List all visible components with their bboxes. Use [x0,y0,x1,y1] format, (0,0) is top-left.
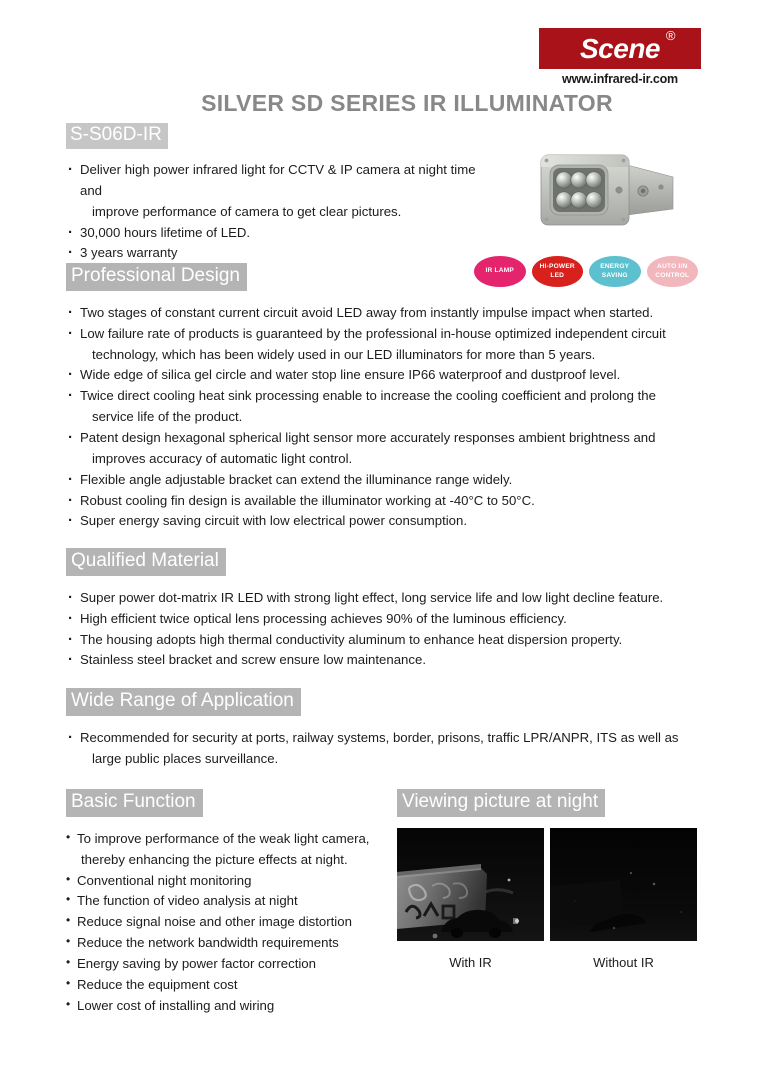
bullet-text: Reduce signal noise and other image distortion [77,914,352,930]
list-item [66,933,396,954]
night-image-cell-without-ir [550,828,697,970]
bullet-text: Robust cooling fin design is available the illuminator working at -40°C to 50°C. [80,492,535,508]
bullet-text: Patent design hexagonal spherical light sensor more accurately responses ambient brightness and [80,430,656,445]
night-photo-with-ir [397,828,544,941]
bullet-text-cont: large public places surveillance. [92,750,279,766]
bullet-text: Conventional night monitoring [77,872,252,888]
section-heading: Qualified Material [66,548,226,576]
bullet-text: Stainless steel bracket and screw ensure low maintenance. [80,652,426,668]
list-item [66,428,706,470]
bullet-text: Reduce the network bandwidth requirements [77,935,339,951]
ir-illuminator-illustration [531,143,691,235]
badge-line-2: SAVING [601,271,628,279]
list-item [66,491,706,512]
bullet-text: Super power dot-matrix IR LED with strong light effect, long service life and low light decline feature. [80,589,664,605]
list-item [66,650,706,671]
list-item [66,160,496,223]
qualified-material-list [66,588,706,671]
section-heading: Wide Range of Application [66,688,301,716]
bullet-text-cont: thereby enhancing the picture effects at night. [81,851,348,867]
intro-block [66,160,496,264]
section-viewing-picture-at-night [397,789,702,970]
brand-logo [539,28,701,86]
list-item [66,223,496,244]
night-image-cell-with-ir [397,828,544,970]
night-comparison-images [397,828,702,970]
professional-design-list [66,303,706,532]
model-number-tag: S-S06D-IR [66,123,168,149]
logo-brand-text: Scene [580,32,660,64]
bullet-text: 30,000 hours lifetime of LED. [80,224,251,240]
basic-function-list [66,829,396,1017]
bullet-text-cont: service life of the product. [92,409,243,425]
night-photo-without-ir [550,828,697,941]
image-caption: Without IR [593,954,654,970]
bullet-text: 3 years warranty [80,245,178,261]
bullet-text: High efficient twice optical lens processing achieves 90% of the luminous efficiency. [80,610,567,626]
logo-wordmark [580,27,675,64]
list-item [66,871,396,892]
list-item [66,975,396,996]
section-qualified-material [66,548,706,671]
bullet-text: Two stages of constant current circuit avoid LED away from instantly impulse impact when started. [80,304,654,320]
website-url: www.infrared-ir.com [562,72,678,86]
product-photo [531,143,691,235]
list-item [66,386,706,428]
intro-bullet-list [66,160,496,264]
badge-line-1: AUTO I/N [657,263,688,271]
bullet-text: Lower cost of installing and wiring [77,997,275,1013]
bullet-text: Recommended for security at ports, railway systems, border, prisons, traffic LPR/ANPR, ITS as well as [80,729,679,745]
bullet-text: Twice direct cooling heat sink processing enable to increase the cooling coefficient and prolong the [80,388,656,404]
bullet-text-cont: improve performance of camera to get clear pictures. [92,203,402,219]
bullet-text: Energy saving by power factor correction [77,956,316,971]
list-item [66,303,706,324]
list-item [66,365,706,386]
list-item [66,243,496,264]
badge-line-1: HI-POWER [539,263,575,271]
wide-range-list [66,728,706,770]
list-item [66,511,706,532]
logo-box [539,28,701,69]
bullet-text: To improve performance of the weak light camera, [77,830,370,846]
section-professional-design [66,263,706,532]
list-item [66,891,396,912]
badge-line-2: LED [550,271,565,279]
bullet-text-cont: technology, which has been widely used in our LED illuminators for more than 5 years. [92,346,596,362]
list-item [66,829,396,871]
bullet-text: Flexible angle adjustable bracket can extend the illuminance range widely. [80,471,513,487]
list-item [66,630,706,651]
bullet-text: Wide edge of silica gel circle and water stop line ensure IP66 waterproof and dustproof level. [80,367,621,383]
bullet-text: The housing adopts high thermal conductivity aluminum to enhance heat dispersion property. [80,631,623,647]
section-heading: Professional Design [66,263,247,291]
badge-line-1: IR LAMP [485,267,514,275]
list-item [66,728,706,770]
bullet-text: Low failure rate of products is guaranteed by the professional in-house optimized independent circuit [80,325,666,341]
section-basic-function [66,789,396,1017]
page-title: SILVER SD SERIES IR ILLUMINATOR [201,90,613,116]
list-item [66,996,396,1017]
list-item [66,954,396,975]
bullet-text: The function of video analysis at night [77,893,298,909]
list-item [66,912,396,933]
section-heading: Viewing picture at night [397,789,605,817]
image-caption: With IR [449,954,492,970]
list-item [66,609,706,630]
bullet-text: Super energy saving circuit with low electrical power consumption. [80,513,468,529]
bullet-text-cont: improves accuracy of automatic light control. [92,450,353,466]
bullet-text: Deliver high power infrared light for CCTV & IP camera at night time and [80,162,476,198]
list-item [66,324,706,366]
registered-trademark-icon: ® [665,27,675,43]
badge-line-2: CONTROL [655,271,690,279]
list-item [66,470,706,491]
section-wide-range-of-application [66,688,706,770]
bullet-text: Reduce the equipment cost [77,976,238,992]
badge-line-1: ENERGY [600,263,630,271]
section-heading: Basic Function [66,789,203,817]
list-item [66,588,706,609]
